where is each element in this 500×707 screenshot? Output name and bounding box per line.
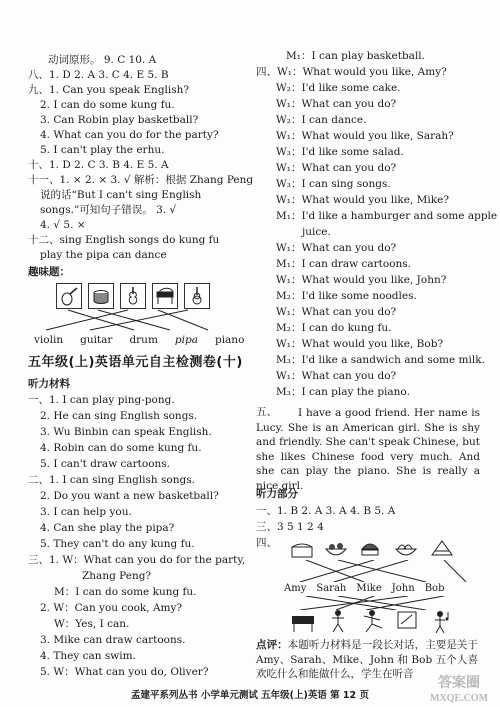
answer-line: W₁：What can you do?: [276, 370, 397, 382]
fun-heading: 趣味题：: [28, 266, 70, 278]
answer-line: 4. Robin can do some kung fu.: [40, 442, 202, 454]
answer-line: play the pipa can dance: [40, 249, 167, 261]
piano-icon: [292, 616, 314, 632]
answer-line: W₃：I'd like some salad.: [276, 146, 404, 158]
guitar-icon: [184, 283, 210, 309]
hamburger-icon: [362, 544, 378, 555]
answer-line: 3. Mike can draw cartoons.: [40, 634, 186, 646]
answer-line: W₃：I can sing songs.: [276, 178, 391, 190]
answer-line: 十一、1. × 2. × 3. √ 解析：根据 Zhang Peng: [28, 174, 254, 186]
answer-line: M₃：I'd like a sandwich and some milk.: [276, 354, 485, 366]
answer-line: 四、W₁：What would you like, Amy?: [256, 66, 447, 78]
person-name: Bob: [424, 583, 445, 594]
svg-text:答案圈: 答案圈: [438, 676, 480, 691]
answer-line: 三、1. W：What can you do for the party,: [28, 554, 246, 566]
person-name: John: [391, 583, 415, 594]
answer-line: 4. √ 5. ×: [40, 219, 86, 231]
answer-line: 2. W：Can you cook, Amy?: [40, 602, 183, 614]
answer-line: W₁：What would you like, Sarah?: [276, 130, 454, 142]
answer-line: W₁：What can you do?: [276, 162, 397, 174]
svg-text:MXQE.COM: MXQE.COM: [429, 693, 489, 704]
answer-line: 三、3 5 1 2 4: [256, 521, 324, 533]
match-lines: [28, 308, 250, 332]
drum-icon: [88, 283, 114, 309]
answer-line: 3. I can help you.: [40, 506, 132, 518]
answer-line: 4. They can swim.: [40, 650, 136, 662]
answer-line: 说的话“But I can't sing English: [40, 189, 202, 201]
answer-line: 3. Wu Binbin can speak English.: [40, 426, 212, 438]
answer-line: W₁：What can you do?: [276, 242, 397, 254]
answer-line: 4. What can you do for the party?: [40, 129, 219, 141]
answer-line: M₂：I can do kung fu.: [276, 322, 392, 334]
answer-line: 八、1. D 2. A 3. C 4. E 5. B: [28, 69, 169, 81]
answer-line: 3. Can Robin play basketball?: [40, 114, 199, 126]
answer-line: M：I can do some kung fu.: [54, 586, 197, 598]
comment-label: 点评：: [256, 639, 288, 651]
answer-line: 四、: [256, 537, 277, 549]
match-lines: [276, 560, 476, 582]
page-footer: 孟建平系列丛书 小学单元测试 五年级(上)英语 第 12 页: [131, 690, 369, 701]
answer-line: 九、1. Can you speak English?: [28, 84, 190, 96]
answer-line: W₂：I can dance.: [276, 114, 367, 126]
answer-line: W₁：What would you like, John?: [276, 274, 447, 286]
instrument-label: drum: [129, 334, 158, 346]
instrument-label: piano: [214, 334, 245, 346]
instrument-pictures: [56, 283, 210, 309]
answer-line: 5. I can't play the erhu.: [40, 144, 165, 156]
instrument-labels: [34, 334, 244, 347]
activity-pictures: [290, 608, 460, 634]
kung-fu-icon: [364, 610, 382, 632]
answer-line: M₁：I'd like a hamburger and some apple: [276, 210, 498, 222]
answer-line: Zhang Peng?: [82, 570, 152, 582]
answer-line: M₂：I'd like some noodles.: [276, 290, 417, 302]
answer-line: 2. I can do some kung fu.: [40, 99, 175, 111]
answer-line: W₁：What would you like, Mike?: [276, 194, 449, 206]
answer-line: 2. He can sing English songs.: [40, 410, 198, 422]
question-label: 五、: [256, 406, 277, 418]
drawing-icon: [398, 612, 416, 628]
answer-line: 5. I can't draw cartoons.: [40, 458, 171, 470]
answer-line: M₃：I can play the piano.: [276, 386, 410, 398]
answer-line: 5. They can't do any kung fu.: [40, 538, 195, 550]
instrument-label: violin: [34, 334, 64, 346]
listening-part-heading: 听力部分: [256, 488, 298, 500]
instrument-label: guitar: [80, 334, 113, 346]
listening-material-heading: 听力材料: [28, 378, 70, 390]
answer-line: 2. Do you want a new basketball?: [40, 490, 219, 502]
passage-text: I have a good friend. Her name is Lucy. She is an American girl. She is shy and friendly. She can't speak Chinese, but she likes Chinese food very much. And she can play the piano. She is really a nice girl.: [256, 407, 480, 492]
person-name: Amy: [284, 583, 307, 594]
person-name: Mike: [356, 583, 382, 594]
answer-line: songs.”可知句子错误。 3. √: [40, 204, 177, 216]
answer-line: W₂：I'd like some cake.: [276, 82, 401, 94]
answer-line: 动词原形。 9. C 10. A: [48, 54, 157, 66]
noodles-icon: [396, 545, 416, 555]
answer-line: W₁：What would you like, Bob?: [276, 338, 444, 350]
answer-line: M₁：I can draw cartoons.: [276, 258, 412, 270]
answer-line: 一、1. B 2. A 3. A 4. B 5. A: [256, 505, 396, 517]
piano-icon: [152, 283, 178, 309]
food-pictures: [290, 537, 460, 561]
cake-icon: [292, 544, 312, 557]
comment-text: 本题听力材料是一段长对话，主要是关于 Amy、Sarah、Mike、John 和 Bob 五个人喜欢吃什么和能做什么，学生在听音: [256, 639, 479, 680]
sandwich-icon: [432, 541, 452, 555]
answer-line: 二、1. I can sing English songs.: [28, 474, 195, 486]
answer-line: W₁：What can you do?: [276, 98, 397, 110]
dance-icon: [332, 610, 344, 632]
instrument-label: pipa: [174, 334, 198, 346]
answer-line: juice.: [302, 226, 331, 238]
answer-line: 5. W：What can you do, Oliver?: [40, 666, 209, 678]
pipa-icon: [56, 283, 82, 309]
watermark-logo: [424, 671, 494, 705]
answer-line: 一、1. I can play ping-pong.: [28, 394, 175, 406]
section-title: 五年级(上)英语单元自主检测卷(十): [28, 355, 243, 370]
answer-line: M₁：I can play basketball.: [286, 50, 425, 62]
salad-icon: [326, 543, 346, 555]
answer-line: 4. Can she play the pipa?: [40, 522, 175, 534]
answer-line: 十二、sing English songs do kung fu: [28, 234, 220, 246]
violin-icon: [120, 283, 146, 309]
person-name: Sarah: [316, 583, 347, 594]
answer-line: W：Yes, I can.: [54, 618, 130, 630]
singing-icon: [435, 611, 449, 633]
answer-line: 十、1. D 2. C 3. B 4. E 5. A: [28, 159, 169, 171]
answer-line: W₁：What can you do?: [276, 306, 397, 318]
name-labels: [284, 582, 444, 595]
